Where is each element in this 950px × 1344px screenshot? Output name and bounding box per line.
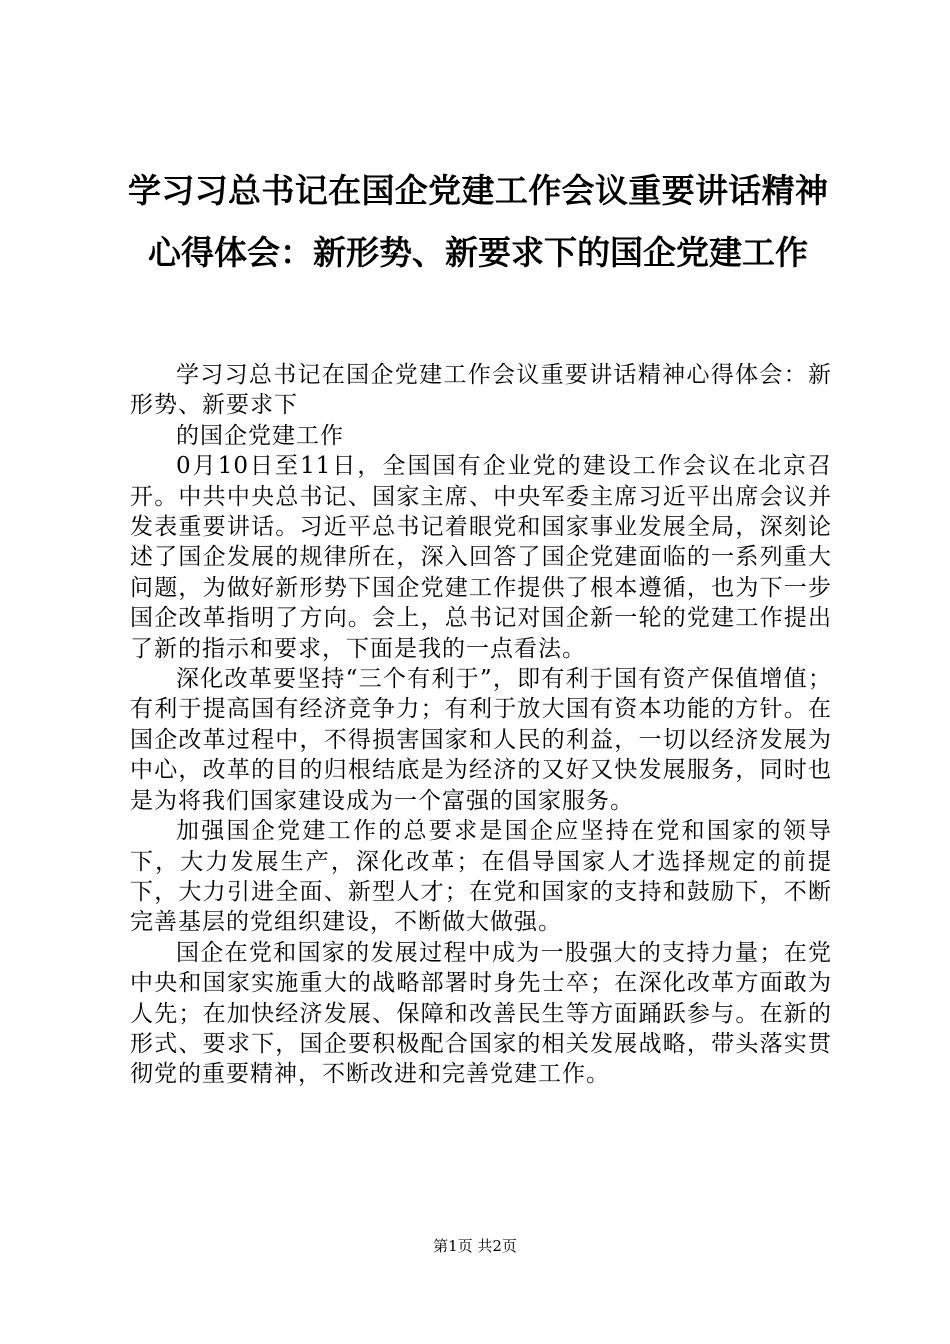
paragraph-2: 深化改革要坚持“三个有利于”，即有利于国有资产保值增值；有利于提高国有经济竞争力；有利于放大国有资本功能的方针。在国企改革过程中，不得损害国家和人民的利益，一切以经济发展为中心，改革的目的归根结底是为经济的又好又快发展服务，同时也是为将我们国家建设成为一个富强的国家服务。 xyxy=(130,666,832,814)
paragraph-subtitle-1: 学习习总书记在国企党建工作会议重要讲话精神心得体会：新形势、新要求下 xyxy=(130,362,832,419)
paragraph-subtitle-2: 的国企党建工作 xyxy=(176,422,344,449)
paragraph-1: 0月10日至11日，全国国有企业党的建设工作会议在北京召开。中共中央总书记、国家主席、中央军委主席习近平出席会议并发表重要讲话。习近平总书记着眼党和国家事业发展全局，深刻论述了国企发展的规律所在，深入回答了国企党建面临的一系列重大问题，为做好新形势下国企党建工作提供了根本遵循，也为下一步国企改革指明了方向。会上，总书记对国企新一轮的党建工作提出了新的指示和要求，下面是我的一点看法。 xyxy=(130,453,832,662)
document-title: 学习习总书记在国企党建工作会议重要讲话精神心得体会：新形势、新要求下的国企党建工作 xyxy=(128,171,828,272)
document-body xyxy=(130,360,832,1090)
page-number-footer: 第1页 共2页 xyxy=(433,1237,517,1255)
paragraph-3: 加强国企党建工作的总要求是国企应坚持在党和国家的领导下，大力发展生产，深化改革；在倡导国家人才选择规定的前提下，大力引进全面、新型人才；在党和国家的支持和鼓励下，不断完善基层的党组织建设，不断做大做强。 xyxy=(130,818,832,936)
paragraph-4: 国企在党和国家的发展过程中成为一股强大的支持力量；在党中央和国家实施重大的战略部署时身先士卒；在深化改革方面敢为人先；在加快经济发展、保障和改善民生等方面踊跃参与。在新的形式、要求下，国企要积极配合国家的相关发展战略，带头落实贯彻党的重要精神，不断改进和完善党建工作。 xyxy=(130,939,832,1088)
